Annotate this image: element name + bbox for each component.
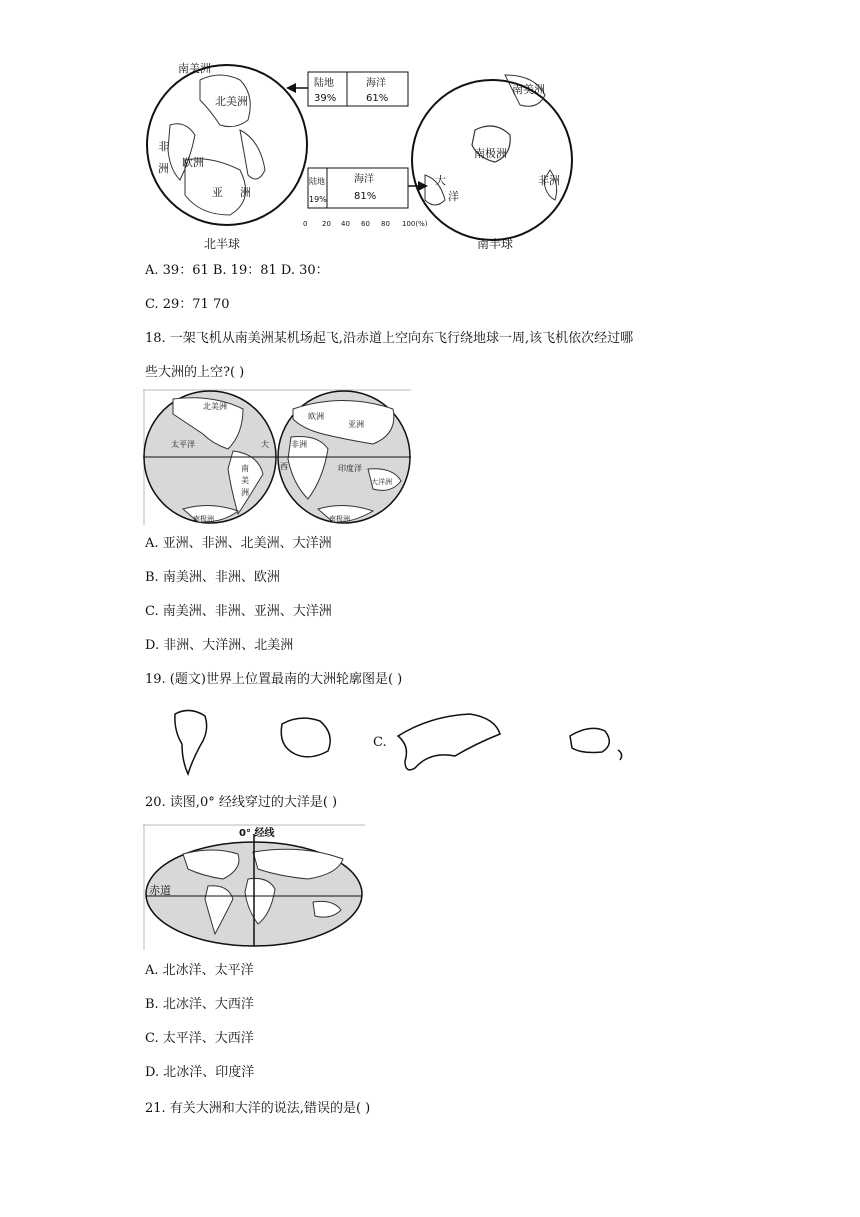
north-label-europe: 欧洲 [182, 156, 204, 169]
map-label-antarctica-left: 南极洲 [193, 515, 214, 523]
q17-figure [140, 50, 580, 255]
south-label-africa: 非洲 [538, 174, 560, 187]
q18-option-a: A. 亚洲、非洲、北美洲、大洋洲 [145, 536, 332, 551]
south-hemisphere-label: 南半球 [477, 237, 514, 251]
q18-option-b: B. 南美洲、非洲、欧洲 [145, 570, 280, 585]
bar-bottom-ocean-value: 81% [354, 191, 377, 202]
map-label-asia: 亚洲 [348, 420, 364, 429]
south-label-antarctica: 南极洲 [474, 147, 507, 160]
map-label-west: 西 [280, 462, 288, 471]
map-label-indian: 印度洋 [338, 464, 362, 473]
q20-option-c: C. 太平洋、大西洋 [145, 1031, 254, 1046]
south-america-outline [175, 710, 207, 774]
map-label-antarctica-right: 南极洲 [329, 515, 350, 523]
map-label-sa-2: 美 [241, 476, 249, 485]
bar-top-ocean-label: 海洋 [366, 78, 386, 89]
map-label-atlantic: 大 [261, 440, 269, 449]
axis-tick: 20 [322, 220, 331, 228]
bar-bottom-land-value: 19% [309, 195, 327, 204]
q19-stem: 19. (题文)世界上位置最南的大洲轮廓图是( ) [145, 672, 403, 687]
hemispheres-diagram [140, 50, 580, 255]
q20-world-map [143, 824, 365, 950]
south-label-oceania-2: 洋 [448, 190, 459, 203]
q20-option-a: A. 北冰洋、太平洋 [145, 963, 254, 978]
bar-bottom-land-label: 陆地 [309, 177, 325, 186]
map-label-europe: 欧洲 [308, 412, 324, 421]
north-label-africa-1: 非 [158, 140, 169, 153]
map-label-oceania: 大洋洲 [371, 478, 392, 486]
q20-option-d: D. 北冰洋、印度洋 [145, 1065, 255, 1080]
north-hemisphere-label: 北半球 [204, 237, 241, 251]
bar-top-land-label: 陆地 [314, 78, 334, 89]
north-label-north-america: 北美洲 [215, 95, 248, 108]
bar-top-land-value: 39% [314, 93, 337, 104]
bar-bottom-ocean-label: 海洋 [354, 174, 374, 185]
q17-options-line1: A. 39：61 B. 19：81 D. 30： [145, 263, 329, 278]
map-label-sa-3: 洲 [241, 488, 249, 497]
north-label-south-america: 南美洲 [178, 62, 211, 75]
south-label-south-america: 南美洲 [512, 83, 545, 96]
oceania-outline [570, 728, 609, 752]
q20-option-b: B. 北冰洋、大西洋 [145, 997, 254, 1012]
equator-label: 赤道 [149, 884, 171, 897]
south-hemisphere-circle [412, 80, 572, 240]
map-label-africa: 非洲 [291, 440, 307, 449]
axis-tick: 80 [381, 220, 390, 228]
axis-tick: 60 [361, 220, 370, 228]
bar-top-ocean-value: 61% [366, 93, 389, 104]
q19-continent-outlines [170, 706, 660, 778]
north-label-africa-2: 洲 [158, 162, 169, 175]
antarctica-outline [281, 718, 330, 757]
q18-option-c: C. 南美洲、非洲、亚洲、大洋洲 [145, 604, 332, 619]
map-label-sa-1: 南 [241, 464, 249, 473]
q21-stem: 21. 有关大洲和大洋的说法,错误的是( ) [145, 1101, 371, 1116]
meridian-label: 0° 经线 [239, 828, 275, 839]
map-label-pacific: 太平洋 [171, 440, 195, 449]
q18-world-map [143, 389, 411, 525]
q17-options-line2: C. 29：71 70 [145, 297, 230, 312]
axis-tick: 40 [341, 220, 350, 228]
north-label-asia-1: 亚 [212, 186, 223, 199]
q18-option-d: D. 非洲、大洋洲、北美洲 [145, 638, 294, 653]
north-label-asia-2: 洲 [240, 186, 251, 199]
axis-tick: 100(%) [402, 220, 428, 228]
north-hemisphere-circle [147, 65, 307, 225]
q19-option-c-label: C. [373, 735, 387, 750]
axis-tick: 0 [303, 220, 308, 228]
map-label-north-america: 北美洲 [203, 402, 227, 411]
eurasia-outline [398, 714, 500, 770]
q18-stem-line1: 18. 一架飞机从南美洲某机场起飞,沿赤道上空向东飞行绕地球一周,该飞机依次经过哪 [145, 331, 634, 346]
south-label-oceania-1: 大 [435, 174, 446, 187]
q20-stem: 20. 读图,0° 经线穿过的大洋是( ) [145, 795, 338, 810]
q18-stem-line2: 些大洲的上空?( ) [145, 365, 245, 380]
